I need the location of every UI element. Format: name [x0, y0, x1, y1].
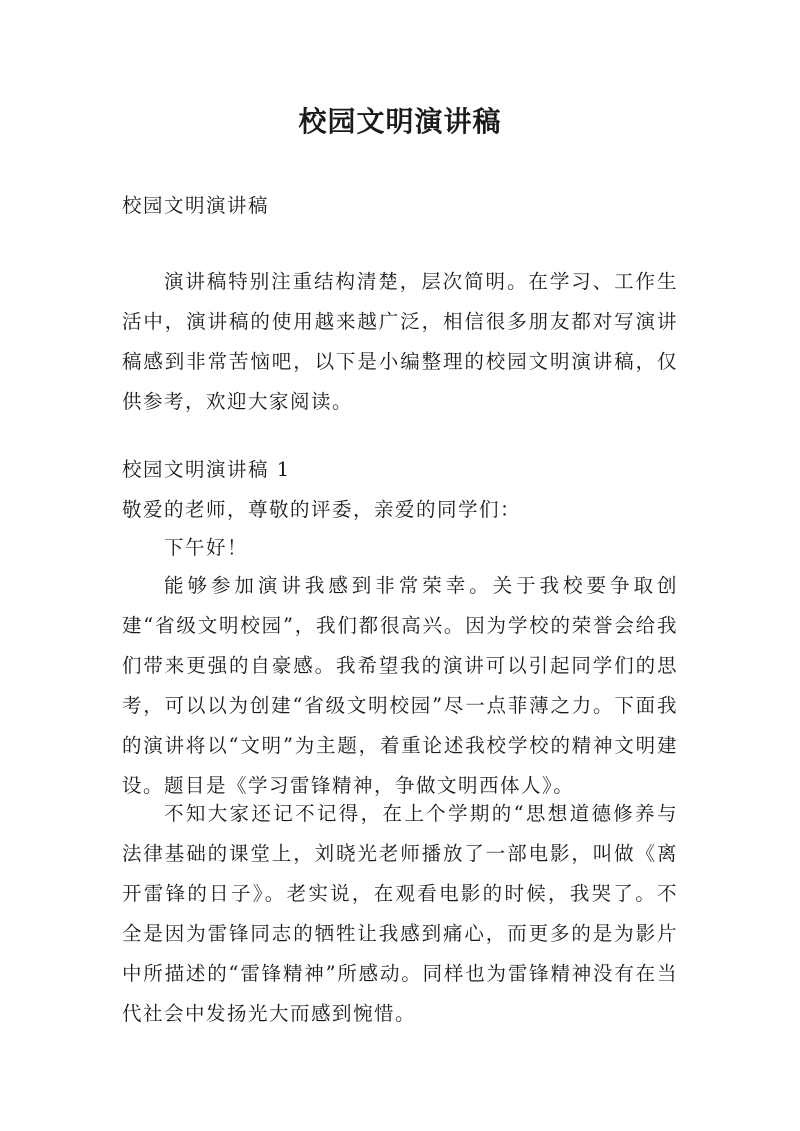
greeting: 下午好！	[164, 536, 249, 559]
body-paragraph-1: 能够参加演讲我感到非常荣幸。关于我校要争取创建“省级文明校园”，我们都很高兴。因为学校的荣誉会给我们带来更强的自豪感。我希望我的演讲可以引起同学们的思考，可以以为创建“省级文明校园”尽一点菲薄之力。下面我的演讲将以“文明”为主题，着重论述我校学校的精神文明建设。题目是《学习雷锋精神，争做文明西体人》。	[122, 574, 678, 797]
document-subtitle: 校园文明演讲稿	[122, 194, 270, 217]
body-paragraph-2: 不知大家还记不记得，在上个学期的“思想道德修养与法律基础的课堂上，刘晓光老师播放了一部电影，叫做《离开雷锋的日子》。老实说，在观看电影的时候，我哭了。不全是因为雷锋同志的牺牲让我感到痛心，而更多的是为影片中所描述的“雷锋精神”所感动。同样也为雷锋精神没有在当代社会中发扬光大而感到惋惜。	[122, 802, 678, 1025]
intro-paragraph: 演讲稿特别注重结构清楚，层次简明。在学习、工作生活中，演讲稿的使用越来越广泛，相信很多朋友都对写演讲稿感到非常苦恼吧，以下是小编整理的校园文明演讲稿，仅供参考，欢迎大家阅读。	[122, 270, 678, 413]
section-heading: 校园文明演讲稿 1	[122, 458, 291, 481]
document-title: 校园文明演讲稿	[298, 105, 502, 138]
salutation: 敬爱的老师，尊敬的评委，亲爱的同学们：	[122, 498, 522, 521]
